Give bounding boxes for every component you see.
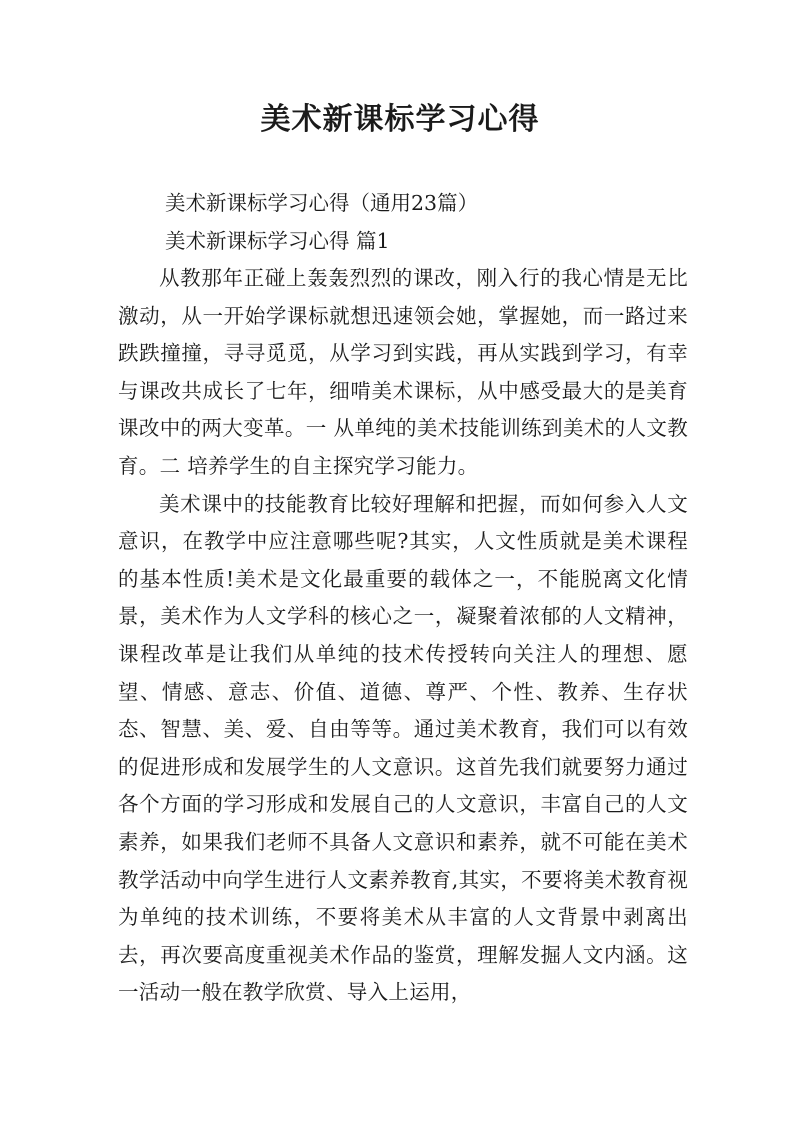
paragraph-1: 从教那年正碰上轰轰烈烈的课改，刚入行的我心情是无比激动，从一开始学课标就想迅速领会她，掌握她，而一路过来跌跌撞撞，寻寻觅觅，从学习到实践，再从实践到学习，有幸与课改共成长了七年，细啃美术课标，从中感受最大的是美育课改中的两大变革。一 从单纯的美术技能训练到美术的人文教育。二 培养学生的自主探究学习能力。 (118, 266, 688, 478)
section-heading: 美术新课标学习心得 篇1 (165, 229, 390, 253)
paragraph-2: 美术课中的技能教育比较好理解和把握，而如何参入人文意识，在教学中应注意哪些呢?其实，人文性质就是美术课程的基本性质!美术是文化最重要的载体之一，不能脱离文化情景，美术作为人文学科的核心之一，凝聚着浓郁的人文精神，课程改革是让我们从单纯的技术传授转向关注人的理想、愿望、情感、意志、价值、道德、尊严、个性、教养、生存状态、智慧、美、爱、自由等等。通过美术教育，我们可以有效的促进形成和发展学生的人文意识。这首先我们就要努力通过各个方面的学习形成和发展自己的人文意识，丰富自己的人文素养，如果我们老师不具备人文意识和素养，就不可能在美术教学活动中向学生进行人文素养教育,其实，不要将美术教育视为单纯的技术训练，不要将美术从丰富的人文背景中剥离出去，再次要高度重视美术作品的鉴赏，理解发掘人文内涵。这一活动一般在教学欣赏、导入上运用， (118, 491, 688, 1005)
document-body (118, 184, 688, 1012)
document-subtitle: 美术新课标学习心得（通用23篇） (165, 191, 479, 215)
document-title: 美术新课标学习心得 (260, 102, 540, 137)
